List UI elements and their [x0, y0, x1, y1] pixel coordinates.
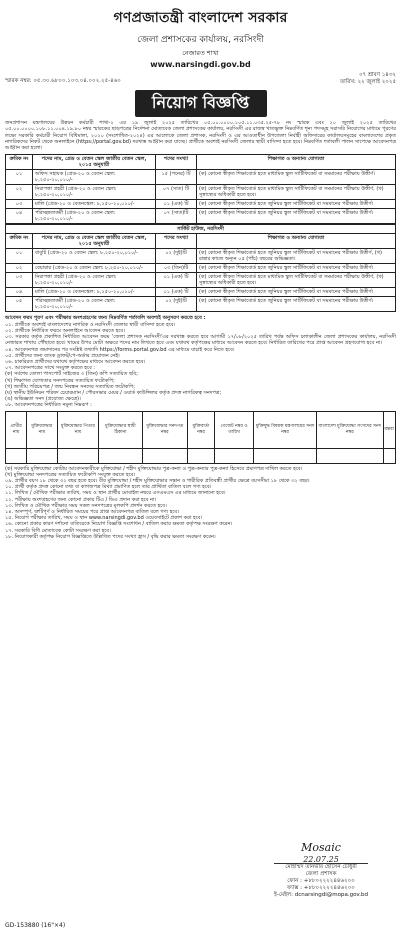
form-column-header: গেজেট নম্বর ও তারিখ: [215, 411, 254, 448]
signatory-title: জেলা প্রশাসক: [305, 871, 337, 877]
form-column-header: প্রার্থীর নাম: [6, 411, 27, 448]
memo-row: [5, 72, 396, 86]
cell-serial: ০৪: [6, 209, 33, 224]
signatory-phone: ফোন : +৮৮০২২২২৪৪৬২০০: [287, 878, 355, 884]
rule-item: ০১. প্রার্থীকে অবশ্যই বাংলাদেশের নাগরিক ও নরসিংদী জেলার স্থায়ী বাসিন্দা হতে হবে।: [5, 321, 176, 328]
posts-table-district: [5, 154, 396, 224]
posts-table-circuit-house: [5, 224, 396, 312]
government-title: গণপ্রজাতন্ত্রী বাংলাদেশ সরকার: [113, 10, 288, 26]
signature: Mosaic: [301, 841, 341, 854]
cell-count: ০১ (এক) টি: [156, 273, 197, 288]
col-post: পদের নাম, গ্রেড ও বেতন স্কেল জাতীয় বেতন স্কেল, ২০১৫ অনুযায়ী: [33, 155, 156, 170]
form-blank-cell: [99, 448, 143, 463]
form-blank-cell: [57, 448, 99, 463]
cell-qualification: (ক) কোনো স্বীকৃত শিক্ষাবোর্ড হতে মাধ্যমিক স্কুল সার্টিফিকেট বা সমমানের পরীক্ষায় উত্তীর্ণ, (খ) সুস্বাস্থ্যের অধিকারী হতে হবে।: [197, 185, 396, 200]
rule-item: ০২. প্রার্থীকে নির্ধারিত ফরমে অনলাইনে আবেদন করতে হবে।: [5, 327, 125, 334]
section-circuit-house: সার্কিট হাউজ, নরসিংদী: [6, 225, 396, 234]
date-block: [340, 72, 396, 86]
rule-item: (খ) শিক্ষাগত যোগ্যতার সনদপত্রের সত্যায়িত ফটোকপি;: [5, 377, 115, 384]
cell-post: নিরাপত্তা প্রহরী (গ্রেড-২০ ও বেতন স্কেল: ৮,২৫০-২০,০১০/-: [33, 185, 156, 200]
cell-qualification: (ক) কোনো স্বীকৃত শিক্ষাবোর্ড হতে মাধ্যমিক স্কুল সার্টিফিকেট বা সমমানের পরীক্ষায় উত্তীর্ণ, (খ) সুস্বাস্থ্যের অধিকারী হতে হবে।: [197, 273, 396, 288]
branch-name: নেজারত শাখা: [182, 49, 219, 57]
rule-item: ১০. প্রার্থী কর্তৃক প্রদত্ত কোনো তথ্য বা কাগজপত্র মিথ্যা প্রমাণিত হলে তার প্রার্থিতা বাতিল বলে গণ্য হবে।: [5, 484, 212, 491]
rule-item: ১৪. অসম্পূর্ণ, ত্রুটিপূর্ণ ও নির্ধারিত সময়ের পরে প্রাপ্ত আবেদনপত্র বাতিল বলে গণ্য হবে।: [5, 508, 179, 515]
rule-item: ১৫. নিয়োগ পরীক্ষার তারিখ, সময় ও স্থান www.narsingdi.gov.bd ওয়েবসাইটে প্রকাশ করা হবে।: [5, 515, 203, 522]
rule-item: ১২. পরীক্ষায় অংশগ্রহণের জন্য কোনো প্রকার টিএ / ডিএ প্রদান করা হবে না।: [5, 496, 157, 503]
signature-block: [274, 841, 368, 899]
form-blank-cell: [187, 448, 214, 463]
rule-item: ০৭. আবেদনপত্রের সাথে সংযুক্ত করতে হবে :: [5, 365, 95, 372]
table-row: [6, 185, 396, 200]
cell-serial: ০১: [6, 170, 33, 185]
application-form-table: [5, 411, 396, 464]
form-column-header: মন্তব্য: [383, 411, 395, 448]
cell-serial: ০২: [6, 185, 33, 200]
col-post: পদের নাম, গ্রেড ও বেতন স্কেল জাতীয় বেতন স্কেল, ২০১৫ অনুযায়ী: [33, 234, 156, 249]
cell-qualification: (ক) কোনো স্বীকৃত শিক্ষাবোর্ড হতে জুনিয়র স্কুল সার্টিফিকেট বা সমমানের পরীক্ষায় উত্তীর্ণ।: [197, 288, 396, 297]
form-column-header: মুক্তিযুদ্ধ বিষয়ক মন্ত্রণালয়ের সনদ নম্বর: [253, 411, 316, 448]
cell-count: ০৭ (সাত)টি: [156, 209, 197, 224]
cell-qualification: (ক) কোনো স্বীকৃত শিক্ষাবোর্ড হতে জুনিয়র স্কুল সার্টিফিকেট বা সমমানের পরীক্ষায় উত্তীর্ণ।: [197, 200, 396, 209]
cell-count: ০২ (দুই)টি: [156, 297, 197, 312]
rule-item: ০৬. চাকরিরত প্রার্থীদের যথাযথ কর্তৃপক্ষের মাধ্যমে আবেদন করতে হবে।: [5, 358, 146, 365]
table-row: [6, 249, 396, 264]
rule-item: ০৩. সরকার কর্তৃক প্রকাশিত নির্ধারিত আবেদন ফরম 'জেলা প্রশাসক নরসিংদী'এর দরখাস্ত করতে হবে আগামী ১৭/০৮/২০২৫ তারিখ পর্যন্ত অফিস চলাকালীন জেলা প্রশাসকের কার্যালয়, নরসিংদী নেজারত শাখায় পৌঁছাতে হবে। খামের উপর মোটা অক্ষরে পদের নাম লিখতে হবে এবং যথাযথ কর্তৃপক্ষের মাধ্যমে আবেদন করতে হবে। নির্ধারিত তারিখের পরে প্রাপ্ত আবেদন গ্রহণযোগ্য হবে না।: [5, 334, 396, 347]
table-row: [6, 170, 396, 185]
col-serial: ক্রমিক নং: [6, 234, 33, 249]
posts-table-district-body: [6, 170, 396, 224]
rule-item: ০৯. প্রার্থীর বয়স ১৮ থেকে ৩২ বছর হতে হবে। বীর মুক্তিযোদ্ধা / শহীদ মুক্তিযোদ্ধার সন্তান ও শারীরিক প্রতিবন্ধী প্রার্থীর ক্ষেত্রে বয়সসীমা ১৮ থেকে ৩২ বছর।: [5, 477, 310, 484]
table-row: [6, 209, 396, 224]
cell-serial: ০৩: [6, 273, 33, 288]
rule-item: ১১. লিখিত / মৌখিক পরীক্ষার তারিখ, সময় ও স্থান প্রার্থীর মোবাইল নম্বরে এসএমএস এর মাধ্যমে জানানো হবে।: [5, 490, 226, 497]
cell-serial: ০৪: [6, 288, 33, 297]
rule-item: (ঙ) অভিজ্ঞতা সনদ (প্রযোজ্য ক্ষেত্রে)।: [5, 396, 81, 403]
cell-count: ০৭ (সাত) টি: [156, 185, 197, 200]
cell-post: মালি (গ্রেড-২০ ও বেতনস্কেল: ৮,২৫০-২০,০১০/-: [33, 200, 156, 209]
form-blank-cell: [6, 448, 27, 463]
cell-post: বাবুর্চি (গ্রেড-২০ ও বেতন স্কেল: ৮,২৫০-২০,০১০/-: [33, 249, 156, 264]
cell-serial: ০৫: [6, 297, 33, 312]
cell-serial: ০১: [6, 249, 33, 264]
cell-count: ০৩ (তিন)টি: [156, 264, 197, 273]
rule-item: ০৫. প্রার্থীদের জন্য ব্যাংক ড্রাফট/পে-অর্ডার প্রয়োজন নেই।: [5, 352, 120, 359]
form-blank-cell: [253, 448, 316, 463]
col-qualification: শিক্ষাগত ও অন্যান্য যোগ্যতা: [197, 234, 396, 249]
rule-item: (ঘ) স্থানীয় ইউনিয়ন পরিষদ চেয়ারম্যান / পৌরসভার মেয়র / ওয়ার্ড কাউন্সিলর কর্তৃক প্রদত্ত নাগরিকত্ব সনদপত্র;: [5, 389, 222, 396]
rule-item: ১৭. সরকারি বিধি মোতাবেক কোটা সংরক্ষণ করা হবে।: [5, 527, 111, 534]
form-column-header: মুক্তিযোদ্ধার সনদপত্র নম্বর: [142, 411, 187, 448]
memo-number: স্মারক নম্বর: ০৫.৩০.৬৮০০.১০৩.০৪.০০২.২৫-৪৬০: [5, 78, 121, 84]
header: [5, 6, 396, 69]
form-blank-cell: [215, 448, 254, 463]
rule-item: ১৬. কোনো প্রকার কারণ দর্শানো ব্যতিরেকে নিয়োগ বিজ্ঞপ্তি সংশোধন / বাতিল করার ক্ষমতা কর্তৃপক্ষ সংরক্ষণ করেন।: [5, 521, 233, 528]
table-row: [6, 288, 396, 297]
rules-section: [5, 315, 396, 539]
table-row: [6, 273, 396, 288]
rule-item: (ক) সর্বশেষ তোলা পাসপোর্ট সাইজের ৩ (তিন) কপি সত্যায়িত ছবি;: [5, 371, 138, 378]
rule-item: (গ) জাতীয় পরিচয়পত্র / জন্ম নিবন্ধন সনদের সত্যায়িত ফটোকপি;: [5, 383, 135, 390]
signatory-fax: ফ্যাক্স : +৮৮০২২২২৪৪৬২০০: [287, 885, 355, 891]
rules-list-part2: [5, 466, 396, 540]
form-blank-cell: [317, 448, 383, 463]
cell-qualification: (ক) কোনো স্বীকৃত শিক্ষাবোর্ড হতে জুনিয়র স্কুল সার্টিফিকেট বা সমমানের পরীক্ষায় উত্তীর্ণ।: [197, 209, 396, 224]
website-link[interactable]: www.narsingdi.gov.bd: [150, 60, 251, 69]
rules-heading: আবেদন ফরম পূরণ এবং পরীক্ষায় অংশগ্রহণের জন্য নিম্নবর্ণিত শর্তাবলি অবশ্যই অনুসরণ করতে হবে :: [5, 315, 206, 322]
signatory-email[interactable]: ই-মেইল: dcnarsingdi@mopa.gov.bd: [274, 892, 368, 898]
date-bangla: ০৭ শ্রাবণ ১৪৩২: [359, 72, 396, 78]
rule-item: (ক) সরকারি মুক্তিযোদ্ধা কোটায় আবেদনকারীকে মুক্তিযোদ্ধা / শহীদ মুক্তিযোদ্ধার পুত্র-কন্যা ও পুত্র-কন্যার পুত্র-কন্যা হিসেবে প্রমাণপত্র দাখিল করতে হবে।: [5, 465, 303, 472]
cell-serial: ০২: [6, 264, 33, 273]
cell-post: নিরাপত্তা প্রহরী (গ্রেড-২০ ও বেতন স্কেল: ৮,২৫০-২০,০১০/-: [33, 273, 156, 288]
gd-number: GD-153880 (16"×4): [5, 922, 66, 929]
table-row: [6, 200, 396, 209]
form-blank-cell: [27, 448, 58, 463]
posts-table-circuit-house-body: [6, 249, 396, 312]
col-count: পদের সংখ্যা: [156, 155, 197, 170]
col-serial: ক্রমিক নং: [6, 155, 33, 170]
cell-count: ০২ (দুই)টি: [156, 249, 197, 264]
rule-item: (খ) মুক্তিযোদ্ধা সনদপত্রের সত্যায়িত ফটোকপি সংযুক্ত করতে হবে।: [5, 471, 136, 478]
office-name: জেলা প্রশাসকের কার্যালয়, নরসিংদী: [137, 35, 264, 45]
rule-item: ০৪. আবেদনপত্র জমাদানের পর সংশ্লিষ্ট তথ্যাদি https://forms.portal.gov.bd এর মাধ্যমে যাচাই করে নিতে হবে।: [5, 346, 235, 353]
form-column-header: মুক্তিযোদ্ধার নাম: [27, 411, 58, 448]
date-english: ২২ জুলাই ২০২৫: [357, 79, 396, 85]
form-blank-cell: [383, 448, 395, 463]
form-column-header: মুক্তিবার্তা নম্বর: [187, 411, 214, 448]
cell-post: পরিচ্ছন্নতাকর্মী (গ্রেড-২০ ও বেতন স্কেল: ৮,২৫০-২০,০১০/-: [33, 297, 156, 312]
cell-serial: ০৩: [6, 200, 33, 209]
signatory-name: মোহাম্মদ তানভীর হোসেন চৌধুরী: [285, 864, 357, 870]
notice-title-banner: নিয়োগ বিজ্ঞপ্তি: [135, 90, 267, 117]
col-count: পদের সংখ্যা: [156, 234, 197, 249]
cell-qualification: (ক) কোনো স্বীকৃত শিক্ষাবোর্ড হতে জুনিয়র স্কুল সার্টিফিকেট বা সমমানের পরীক্ষায় উত্তীর্ণ।: [197, 264, 396, 273]
notice-page: [5, 4, 396, 936]
form-column-header: মুক্তিযোদ্ধার পিতার নাম: [57, 411, 99, 448]
table-row: [6, 264, 396, 273]
form-blank-cell: [142, 448, 187, 463]
form-column-header: বাংলাদেশ মুক্তিযোদ্ধা সংসদের সনদ নম্বর: [317, 411, 383, 448]
cell-post: বেয়ারার (গ্রেড-২০ ও বেতন স্কেল: ৮,২৫০-২০,০১০/-: [33, 264, 156, 273]
cell-qualification: (ক) কোনো স্বীকৃত শিক্ষাবোর্ড হতে জুনিয়র স্কুল সার্টিফিকেট বা সমমানের পরীক্ষায় উত্তীর্ণ।: [197, 297, 396, 312]
cell-qualification: (ক) কোনো স্বীকৃত শিক্ষাবোর্ড হতে মাধ্যমিক স্কুল সার্টিফিকেট বা সমমানের পরীক্ষায় উত্তীর্ণ।: [197, 170, 396, 185]
cell-count: ০১ (এক) টি: [156, 200, 197, 209]
intro-paragraph: জনপ্রশাসন মন্ত্রণালয়ের উন্নয়ন কর্মচারী শাখা-২ এর ১৯ জুলাই ২০২৫ তারিখের ০৫.০০.০০০০.১০৫.১১.০৩৫.২৫-৭৮ নং স্মারক এবং ২০ জুলাই ২০২৫ তারিখের ০৫.০০.০০০০.১০৮.১১.০০৪.১৯.৮০ নম্বর স্মারকের ছাড়পত্রের নির্দেশনা মোতাবেক জেলা প্রশাসকের কার্যালয়, নরসিংদী এর রাজস্ব খাতভুক্ত নিম্নবর্ণিত শূন্য পদসমূহ সরাসরি নিয়োগের মাধ্যমে পূরণের লক্ষ্যে সরকারি কর্মচারী নিয়োগ বিধিমালা, ২০২০ (সংশোধিত-২০২৪) এর আলোকে জেলা প্রশাসক, নরসিংদী ও এর আওতাধীন উপজেলা নির্বাহী অফিসারের কার্যালয়সমূহের বাংলাদেশের প্রকৃত নাগরিকদের নিকট থেকে অনলাইনে (https://portal.gov.bd) দরখাস্ত আহ্বান করা যাচ্ছে। প্রার্থীকে অবশ্যই নরসিংদী জেলার স্থায়ী বাসিন্দা হতে হবে। নিম্নবর্ণিত শর্তাবলী পালন সাপেক্ষে আবেদনপত্র আহ্বান করা হলো।: [5, 120, 396, 152]
cell-count: ১৫ (পনের) টি: [156, 170, 197, 185]
cell-post: অফিস সহায়ক (গ্রেড-২০ ও বেতন স্কেল: ৮,২৫০-২০,০১০/-: [33, 170, 156, 185]
col-qualification: শিক্ষাগত ও অন্যান্য যোগ্যতা: [197, 155, 396, 170]
rule-item: ১৮. নিয়োগকারী কর্তৃপক্ষ নিয়োগ বিজ্ঞপ্তিতে উল্লিখিত পদের সংখ্যা হ্রাস / বৃদ্ধি করার ক্ষমতা সংরক্ষণ করেন।: [5, 533, 216, 540]
table-row: [6, 297, 396, 312]
rule-item: ০৮. আবেদনপত্রের নির্ধারিত নমুনা নিম্নরূপ :: [5, 402, 92, 409]
cell-qualification: (ক) কোনো স্বীকৃত শিক্ষাবোর্ড হতে জুনিয়র স্কুল সার্টিফিকেট বা সমমানের পরীক্ষায় উত্তীর্ণ, (খ) রান্নার কাজে অন্যূন ০৫ (পাঁচ) বছরের অভিজ্ঞতা।: [197, 249, 396, 264]
rule-item: ১৩. লিখিত ও মৌখিক পরীক্ষার সময় সকল সনদপত্রের মূলকপি প্রদর্শন করতে হবে।: [5, 502, 167, 509]
date-label: তারিখ:: [340, 79, 356, 85]
rules-list-part1: [5, 322, 396, 409]
form-column-header: মুক্তিযোদ্ধার স্থায়ী ঠিকানা: [99, 411, 143, 448]
cell-post: পরিচ্ছন্নতাকর্মী (গ্রেড-২০ ও বেতন স্কেল: ৮,২৫০-২০,০১০/-: [33, 209, 156, 224]
cell-count: ০১ (এক) টি: [156, 288, 197, 297]
signature-date: 22.07.25: [303, 855, 339, 864]
cell-post: মালি (গ্রেড-২০ ও বেতনস্কেল: ৮,২৫০-২০,০১০/-: [33, 288, 156, 297]
